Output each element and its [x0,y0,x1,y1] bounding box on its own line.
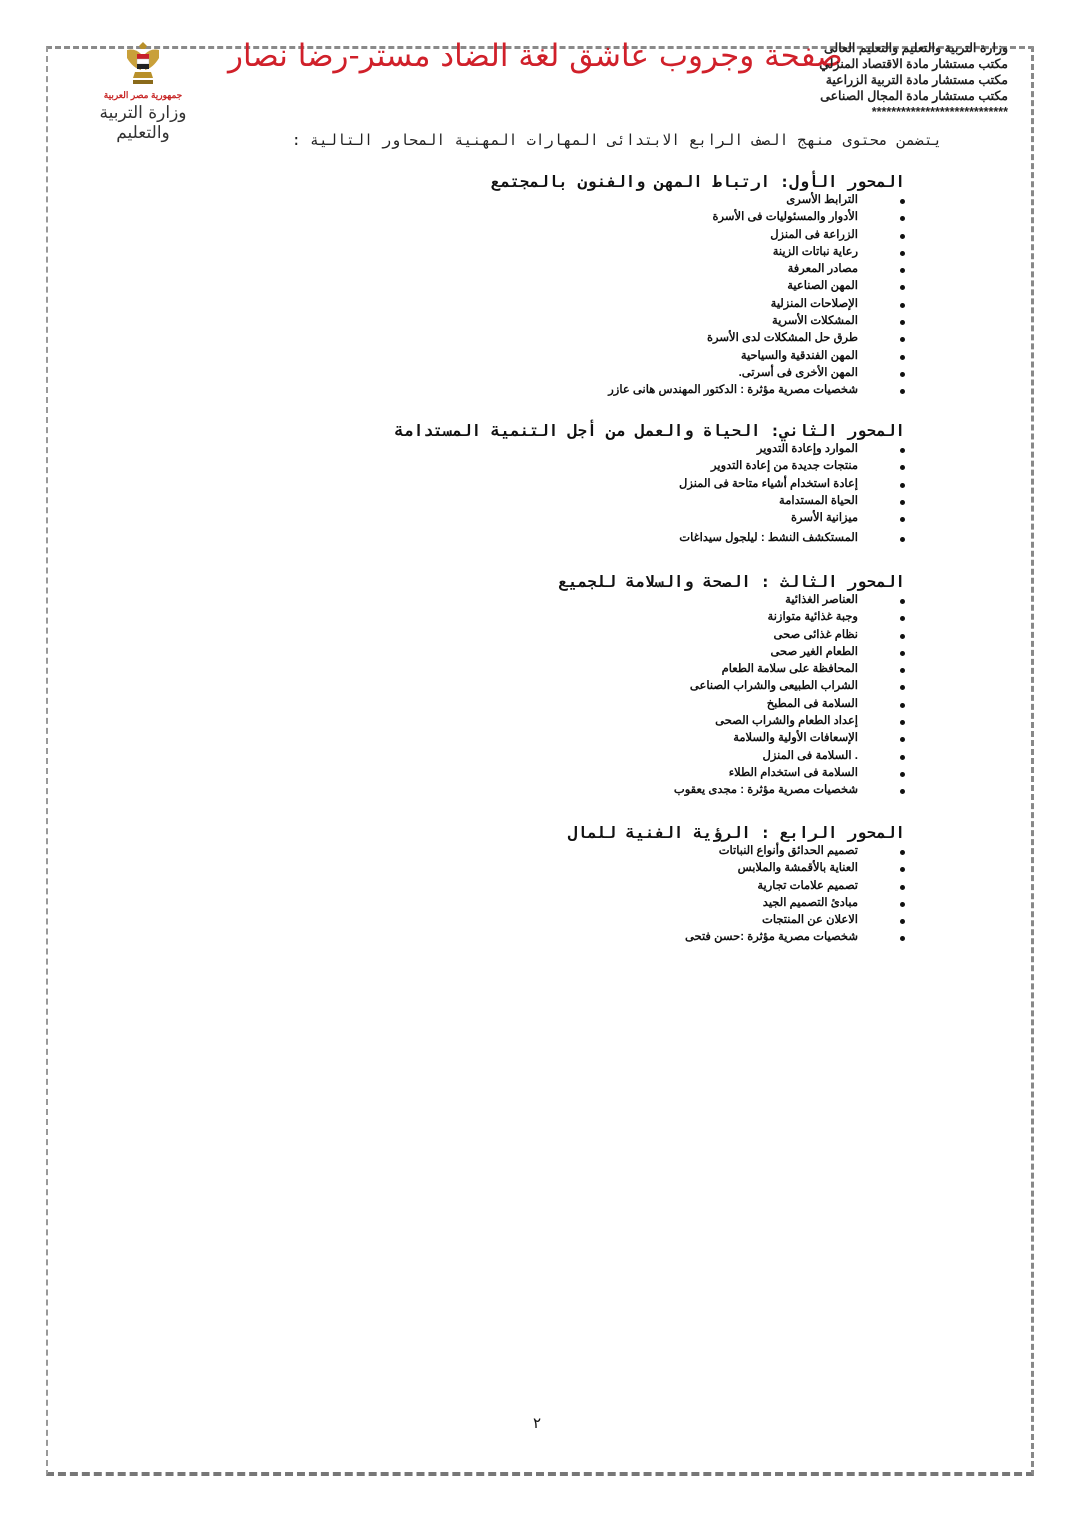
bullet-icon [900,737,905,742]
list-item: المهن الصناعية [491,278,905,295]
bullet-icon [900,668,905,673]
list-item: إعداد الطعام والشراب الصحى [558,713,905,730]
list-item: العناصر الغذائية [558,592,905,609]
bullet-icon [900,720,905,725]
list-item: الحياة المستدامة [394,493,905,510]
list-item: المحافظة على سلامة الطعام [558,661,905,678]
ministry-header [788,40,1008,120]
list-item: نظام غذائى صحى [558,627,905,644]
ministry-line: وزارة التربية والتعليم والتعليم العالى [824,41,1008,55]
list-item: الطعام الغير صحى [558,644,905,661]
logo-calligraphy: وزارة التربية والتعليم [99,103,187,143]
bullet-icon [900,850,905,855]
list-item: المهن الأخرى فى أسرتى. [491,365,905,382]
list-item: شخصيات مصرية مؤثرة : مجدى يعقوب [558,782,905,799]
topic-list [558,592,905,800]
bullet-icon [900,483,905,488]
list-item: مبادئ التصميم الجيد [568,895,905,912]
bullet-icon [900,885,905,890]
page-number: ٢ [533,1414,542,1432]
bullet-icon [900,216,905,221]
list-item: المشكلات الأسرية [491,313,905,330]
intro-text: يتضمن محتوى منهج الصف الرابع الابتدائى المهارات المهنية المحاور التالية : [291,131,942,149]
section-title: المحور الثالث : الصحة والسلامة للجميع [558,572,905,591]
list-item: السلامة فى المطبخ [558,696,905,713]
list-item: العناية بالأقمشة والملابس [568,860,905,877]
bullet-icon [900,320,905,325]
section-axis-1 [491,172,905,400]
list-item: منتجات جديدة من إعادة التدوير [394,458,905,475]
bullet-icon [900,500,905,505]
section-axis-2 [394,421,905,548]
list-item: . السلامة فى المنزل [558,748,905,765]
section-axis-4 [568,823,905,947]
bullet-icon [900,465,905,470]
bullet-icon [900,199,905,204]
bullet-icon [900,755,905,760]
list-item: السلامة فى استخدام الطلاء [558,765,905,782]
bullet-icon [900,285,905,290]
bullet-icon [900,251,905,256]
ministry-line: مكتب مستشار مادة التربية الزراعية [825,73,1008,87]
bullet-icon [900,685,905,690]
bullet-icon [900,867,905,872]
bullet-icon [900,634,905,639]
bullet-icon [900,772,905,777]
ministry-logo [88,40,198,144]
list-item: شخصيات مصرية مؤثرة :حسن فتحى [568,929,905,946]
bullet-icon [900,355,905,360]
list-item: الشراب الطبيعى والشراب الصناعى [558,678,905,695]
bullet-icon [900,936,905,941]
list-item: تصميم الحدائق وأنواع النباتات [568,843,905,860]
topic-list [394,441,905,548]
bullet-icon [900,234,905,239]
bullet-icon [900,703,905,708]
bullet-icon [900,902,905,907]
banner-title: صفحة وجروب عاشق لغة الضاد مستر-رضا نصار [228,38,843,74]
list-item: الاعلان عن المنتجات [568,912,905,929]
bullet-icon [900,303,905,308]
bullet-icon [900,337,905,342]
list-item: الزراعة فى المنزل [491,227,905,244]
list-item: تصميم علامات تجارية [568,878,905,895]
list-item: الترابط الأسرى [491,192,905,209]
section-title: المحور الرابع : الرؤية الفنية للمال [567,823,905,842]
logo-caption: جمهورية مصر العربية [103,90,183,100]
ministry-line: مكتب مستشار مادة المجال الصناعى [820,89,1008,103]
list-item: الإصلاحات المنزلية [491,296,905,313]
list-item: المهن الفندقية والسياحية [491,348,905,365]
bullet-icon [900,268,905,273]
bullet-icon [900,372,905,377]
list-item: الموارد وإعادة التدوير [394,441,905,458]
topic-list [491,192,905,400]
bullet-icon [900,919,905,924]
bullet-icon [900,599,905,604]
ministry-line: مكتب مستشار مادة الاقتصاد المنزلي [819,57,1008,71]
bullet-icon [900,517,905,522]
list-item: الأدوار والمسئوليات فى الأسرة [491,209,905,226]
bullet-icon [900,448,905,453]
bullet-icon [900,651,905,656]
stars-divider: **************************** [871,105,1008,119]
bullet-icon [900,537,905,542]
section-title: المحور الأول: ارتباط المهن والفنون بالمجتمع [490,172,905,191]
list-item: إعادة استخدام أشياء متاحة فى المنزل [394,476,905,493]
section-axis-3 [558,572,905,800]
list-item: رعاية نباتات الزينة [491,244,905,261]
section-title: المحور الثاني: الحياة والعمل من أجل التنمية المستدامة [394,421,905,440]
egypt-eagle-emblem-icon [125,40,161,88]
list-item: شخصيات مصرية مؤثرة : الدكتور المهندس هانى عازر [491,382,905,399]
list-item: مصادر المعرفة [491,261,905,278]
list-item: وجبة غذائية متوازنة [558,609,905,626]
bullet-icon [900,616,905,621]
list-item: الإسعافات الأولية والسلامة [558,730,905,747]
bullet-icon [900,789,905,794]
topic-list [568,843,905,947]
list-item: المستكشف النشط : ليلجول سيداغات [394,530,905,547]
list-item: طرق حل المشكلات لدى الأسرة [491,330,905,347]
list-item: ميزانية الأسرة [394,510,905,527]
bullet-icon [900,389,905,394]
